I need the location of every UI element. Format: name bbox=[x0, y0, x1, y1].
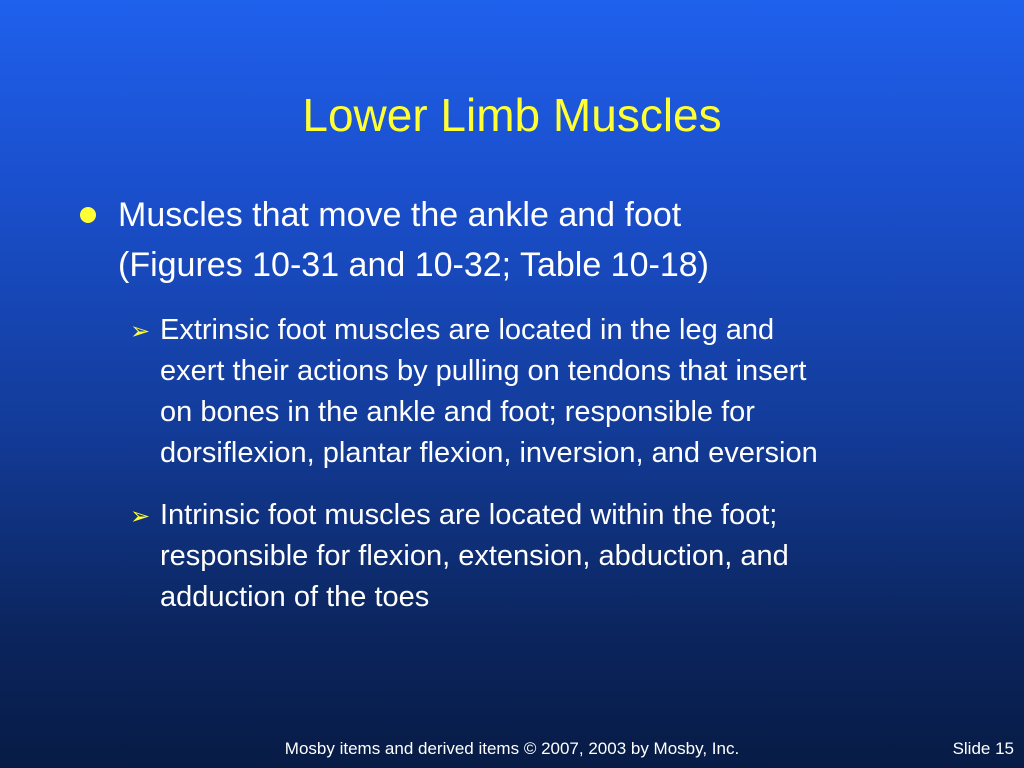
sub-bullet-line: exert their actions by pulling on tendons that insert bbox=[160, 355, 807, 387]
arrow-bullet-icon: ➢ bbox=[130, 503, 151, 530]
sub-bullet-line: on bones in the ankle and foot; responsible for bbox=[160, 396, 755, 428]
main-bullet-line: Muscles that move the ankle and foot bbox=[118, 196, 682, 234]
slide-number: Slide 15 bbox=[952, 739, 1014, 758]
sub-bullet-line: Extrinsic foot muscles are located in the leg and bbox=[160, 314, 775, 346]
sub-bullet-text bbox=[160, 495, 990, 618]
main-bullet-line: (Figures 10-31 and 10-32; Table 10-18) bbox=[118, 246, 709, 284]
main-bullet-text bbox=[118, 190, 948, 290]
sub-bullet-line: dorsiflexion, plantar flexion, inversion, and eversion bbox=[160, 437, 818, 469]
sub-bullet-line: Intrinsic foot muscles are located within the foot; bbox=[160, 499, 778, 531]
bullet-dot-icon bbox=[80, 207, 96, 223]
footer-copyright: Mosby items and derived items © 2007, 2003 by Mosby, Inc. bbox=[284, 739, 740, 758]
slide-title: Lower Limb Muscles bbox=[302, 89, 722, 141]
sub-bullet-line: responsible for flexion, extension, abduction, and bbox=[160, 540, 789, 572]
sub-bullet-text bbox=[160, 310, 990, 474]
sub-bullet-line: adduction of the toes bbox=[160, 581, 430, 613]
arrow-bullet-icon: ➢ bbox=[130, 318, 151, 345]
